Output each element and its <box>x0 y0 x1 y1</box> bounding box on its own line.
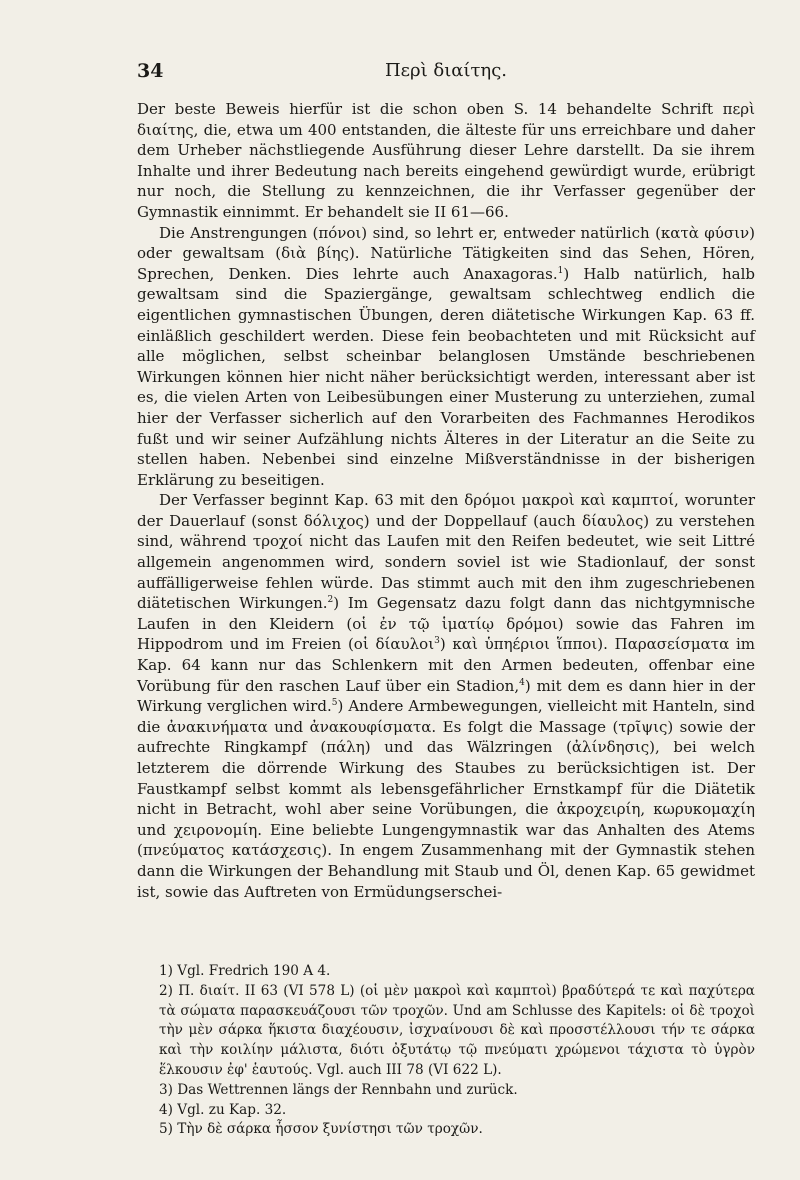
paragraph-text: ) Andere Armbewegungen, vielleicht mit Hanteln, sind die ἀνακινήματα und ἀνακουφίσματα. Es folgt die Massage (τρῖψις) sowie der aufrechte Ringkampf (πάλη) und das Wälzringen (ἀλίνδησις), bei welch letzterem die dörrende Wirkung des Staubes zu berücksichtigen ist. Der Faustkampf selbst kommt als lebensgefährlicher Ernstkampf für die Diätetik nicht in Betracht, wohl aber seine Vorübungen, die ἀκροχειρίη, κωρυκομαχίη und χειρονομίη. Eine beliebte Lungengymnastik war das Anhalten des Atems (πνεύματος κατάσχεσις). In engem Zusammenhang mit der Gymnastik stehen dann die Wirkungen der Behandlung mit Staub und Öl, denen Kap. 65 gewidmet ist, sowie das Auftreten von Ermüdungserschei- <box>137 697 755 901</box>
footnote-5: 5) Τὴν δὲ σάρκα ἧσσον ξυνίστησι τῶν τροχῶν. <box>159 1121 483 1138</box>
footnote-ref-1: 1 <box>557 265 564 276</box>
paragraph-text: Der Verfasser beginnt Kap. 63 mit den δρόμοι μακροὶ καὶ καμπτοί, worunter der Dauerlauf (sonst δόλιχος) und der Doppellauf (auch δίαυλος) zu verstehen sind, während τροχοί nicht das Laufen mit den Reifen bedeutet, wie seit Littré allgemein angenommen wird, sondern soviel ist wie Stadionlauf, der sonst auffälligerweise fehlen würde. Das stimmt auch mit den ihm zugeschriebenen diätetischen Wirkungen. <box>137 491 755 613</box>
footnote-ref-2: 2 <box>327 595 334 606</box>
footnote-4: 4) Vgl. zu Kap. 32. <box>159 1101 287 1118</box>
footnotes <box>145 962 755 1140</box>
paragraph-3 <box>137 490 755 902</box>
running-title: Περὶ διαίτης. <box>384 60 508 81</box>
page-header <box>137 60 755 90</box>
footnote-3: 3) Das Wettrennen längs der Rennbahn und zurück. <box>159 1081 518 1098</box>
footnote-ref-5: 5 <box>331 698 338 709</box>
paragraph-2 <box>137 223 755 491</box>
paragraph-text: Die Anstrengungen (πόνοι) sind, so lehrt er, entweder natürlich (κατὰ φύσιν) oder gewaltsam (διὰ βίης). Natürliche Tätigkeiten sind das Sehen, Hören, Sprechen, Denken. Dies lehrte auch Anaxagoras. <box>137 223 755 283</box>
footnote-1: 1) Vgl. Fredrich 190 A 4. <box>159 963 331 979</box>
paragraph-text: ) Halb natürlich, halb gewaltsam sind die Spaziergänge, gewaltsam schlechtweg endlich die eigentlichen gymnastischen Übungen, deren diätetische Wirkungen Kap. 63 ff. einläßlich geschildert werden. Diese fein beobachteten und mit Rücksicht auf alle möglichen, selbst scheinbar belanglosen Umstände beschriebenen Wirkungen können hier nicht näher berücksichtigt werden, interessant aber ist es, die vielen Arten von Leibesübungen einer Musterung zu unterziehen, zumal hier der Verfasser sicherlich auf den Vorarbeiten des Fachmannes Herodikos fußt und wir seiner Aufzählung nichts Älteres in der Literatur an die Seite zu stellen haben. Nebenbei sind einzelne Mißverständnisse in der bisherigen Erklärung zu beseitigen. <box>137 264 755 489</box>
paragraph-1 <box>137 99 755 223</box>
paragraph-text: ) Im Gegensatz dazu folgt dann das nichtgymnische Laufen in den Kleidern (οἱ ἐν τῷ ἱματίῳ δρόμοι) sowie das Fahren im Hippodrom und im Freien (οἱ δίαυλοι <box>137 594 755 654</box>
footnote-2: 2) Π. διαίτ. II 63 (VI 578 L) (οἱ μὲν μακροὶ καὶ καμπτοὶ) βραδύτερά τε καὶ παχύτερα τὰ σώματα παρασκευάζουσι τῶν τροχῶν. Und am Schlusse des Kapitels: οἱ δὲ τροχοὶ τὴν μὲν σάρκα ἥκιστα διαχέουσιν, ἰσχναίνουσι δὲ καὶ προσστέλλουσι τήν τε σάρκα καὶ τὴν κοιλίην μάλιστα, διότι ὀξυτάτῳ τῷ πνεύματι χρώμενοι τάχιστα τὸ ὑγρὸν ἕλκουσιν ἐφ' ἑαυτούς. Vgl. auch III 78 (VI 622 L). <box>159 982 755 1078</box>
main-text <box>137 99 755 902</box>
page-number: 34 <box>137 60 164 82</box>
footnote-ref-3: 3 <box>434 636 440 647</box>
footnote-ref-4: 4 <box>519 677 525 688</box>
paragraph-text: ) mit dem es dann hier in der Wirkung verglichen wird. <box>137 676 755 716</box>
paragraph-text: Der beste Beweis hierfür ist die schon oben S. 14 behandelte Schrift περὶ διαίτης, die, etwa um 400 entstanden, die älteste für uns erreichbare und daher dem Urheber nächstliegende Ausführung dieser Lehre darstellt. Da sie ihrem Inhalte und ihrer Bedeutung nach bereits eingehend gewürdigt wurde, erübrigt nur noch, die Stellung zu kennzeichnen, die ihr Verfasser gegenüber der Gymnastik einnimmt. Er behandelt sie II 61—66. <box>137 100 755 221</box>
paragraph-text: ) καὶ ὑπηέριοι ἵπποι). Παρασείσματα im Kap. 64 kann nur das Schlenkern mit den Armen bedeuten, offenbar eine Vorübung für den raschen Lauf über ein Stadion, <box>137 635 755 695</box>
